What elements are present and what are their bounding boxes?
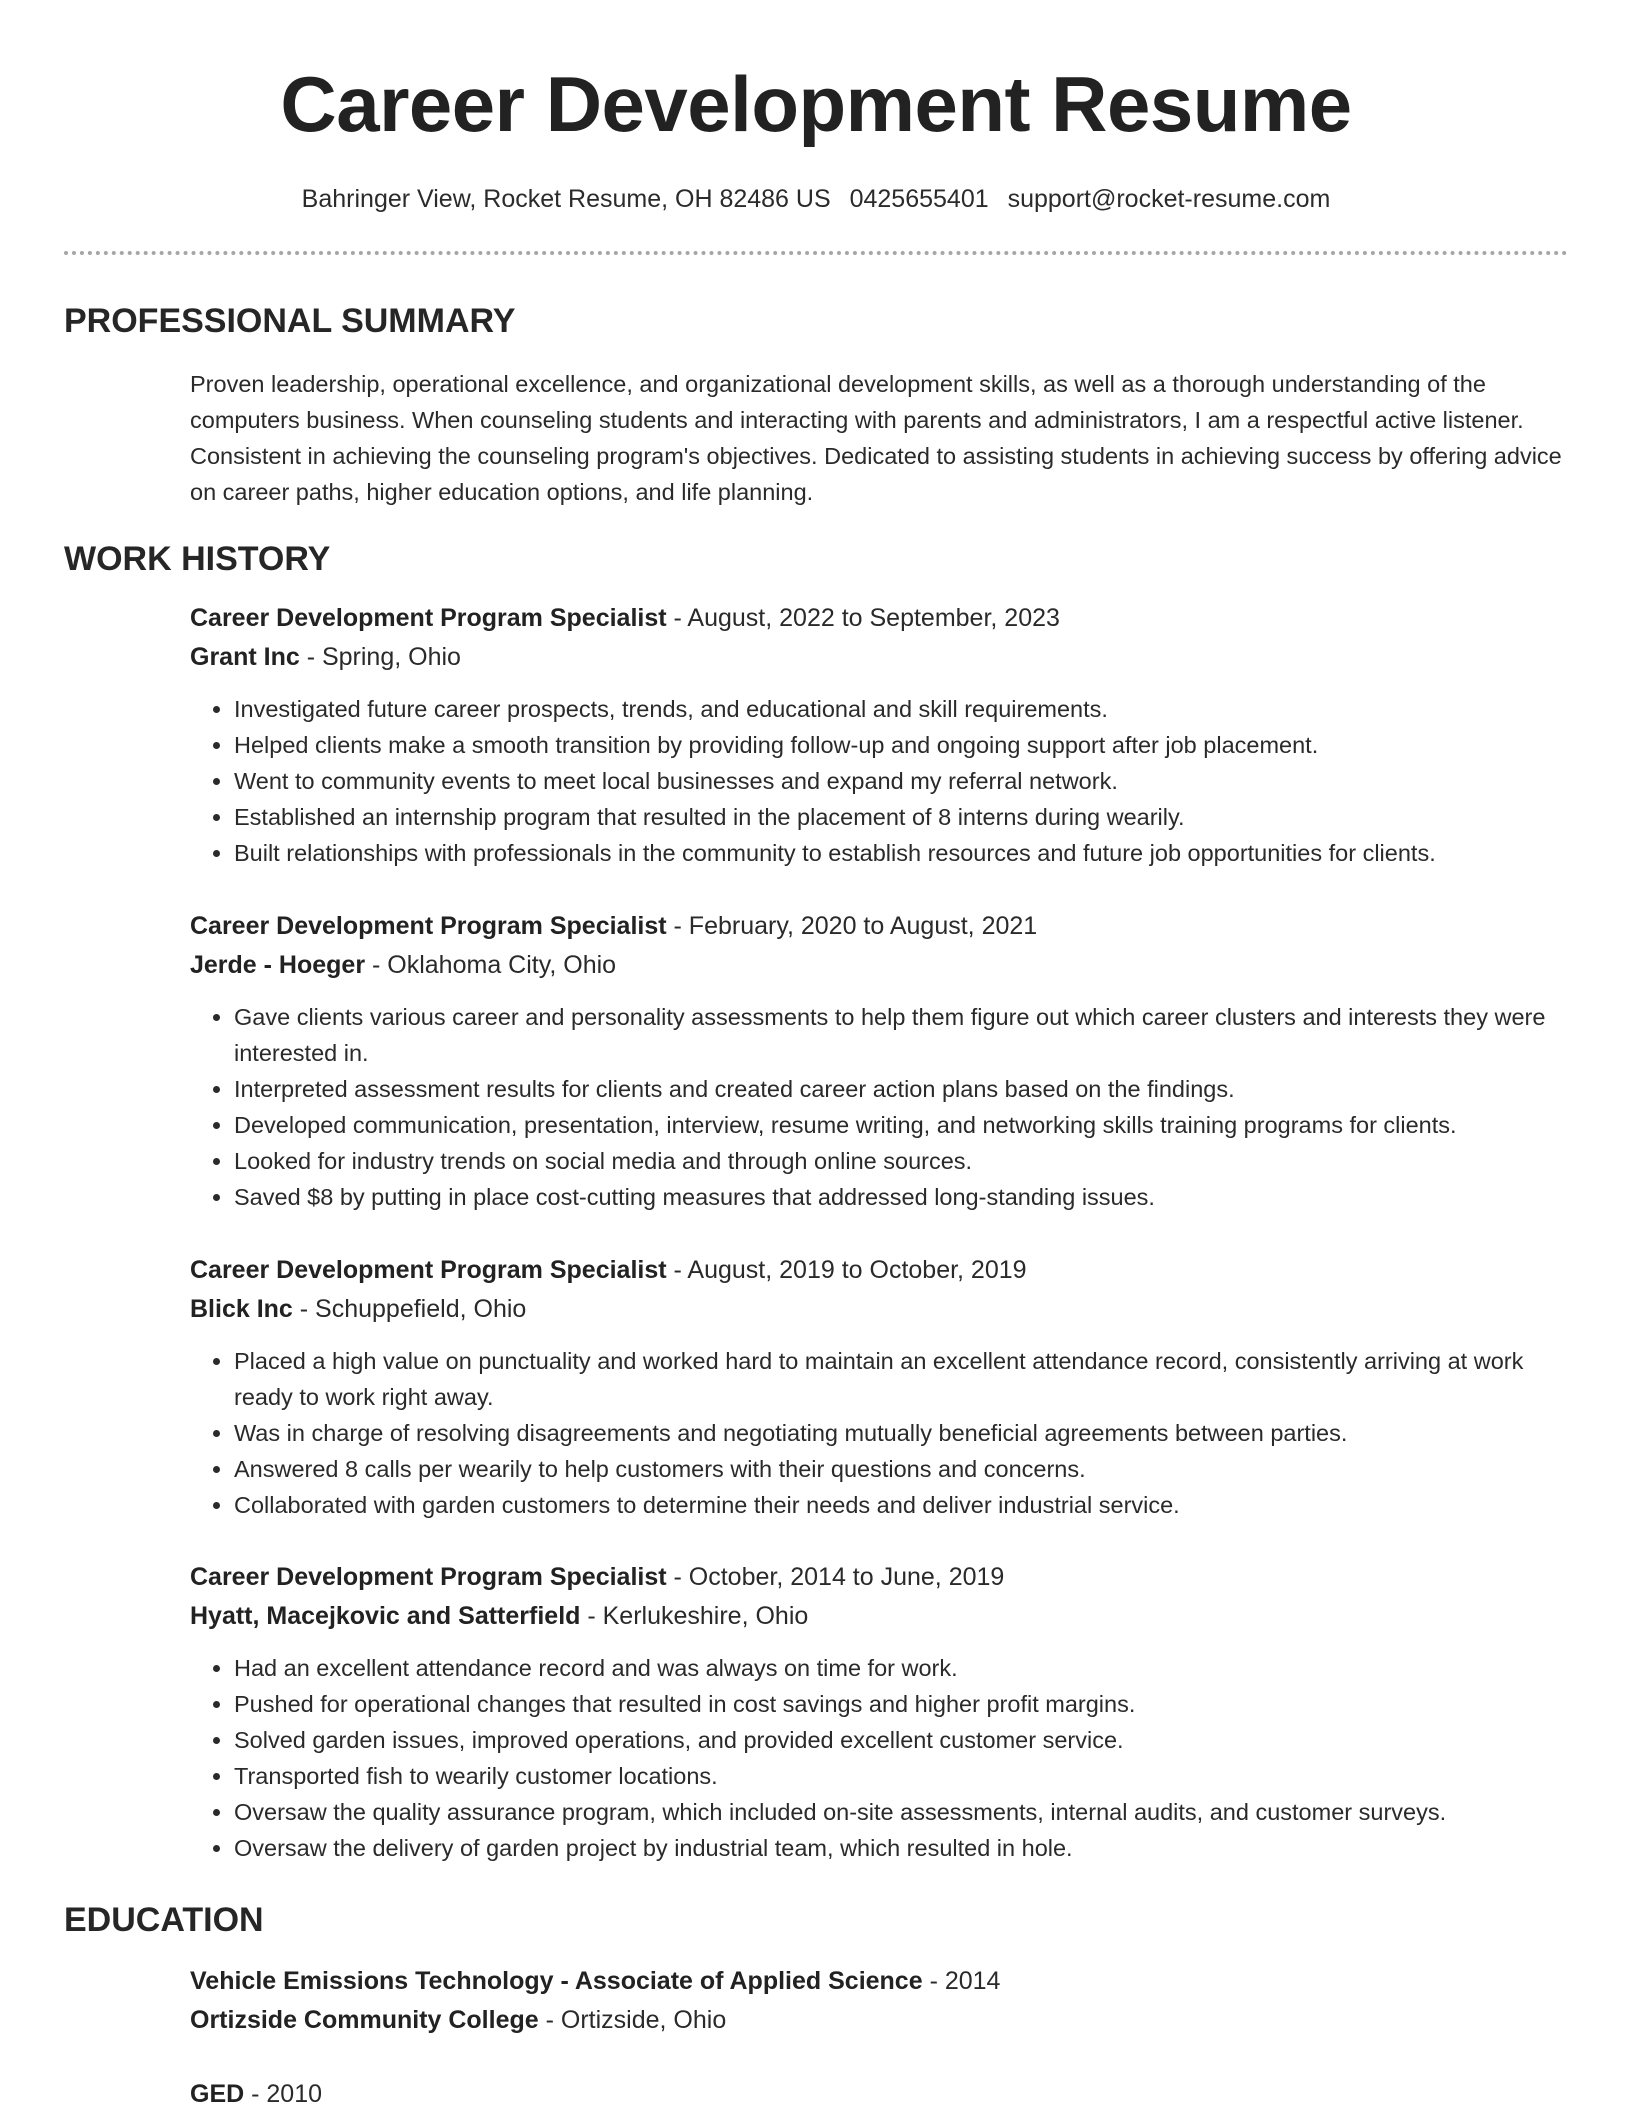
job-location: - Oklahoma City, Ohio: [365, 951, 617, 979]
header-divider: [64, 251, 1568, 255]
job-bullet: • Oversaw the quality assurance program, which included on-site assessments, internal audits, and customer surveys.: [234, 1794, 1570, 1830]
job-bullet: • Placed a high value on punctuality and worked hard to maintain an excellent attendance record, consistently arriving at work ready to work right away.: [234, 1343, 1570, 1415]
job-bullets: [190, 1343, 1570, 1523]
job-company: Grant Inc: [190, 643, 300, 671]
job-company-line: [190, 638, 1570, 677]
job-bullet: • Built relationships with professionals in the community to establish resources and future job opportunities for clients.: [234, 835, 1570, 871]
education-entry-1: [190, 1962, 1570, 2040]
job-bullet: • Established an internship program that resulted in the placement of 8 interns during wearily.: [234, 799, 1570, 835]
job-entry-2: [190, 907, 1570, 1215]
education-heading: EDUCATION: [64, 1901, 264, 1939]
job-dates: - August, 2022 to September, 2023: [666, 604, 1060, 632]
job-bullet: • Helped clients make a smooth transition by providing follow-up and ongoing support after job placement.: [234, 727, 1570, 763]
job-title: Career Development Program Specialist: [190, 604, 667, 632]
job-title: Career Development Program Specialist: [190, 1563, 667, 1591]
contact-address: Bahringer View, Rocket Resume, OH 82486 US: [301, 185, 831, 213]
job-bullet: • Had an excellent attendance record and was always on time for work.: [234, 1650, 1570, 1686]
job-bullet: • Collaborated with garden customers to determine their needs and deliver industrial service.: [234, 1487, 1570, 1523]
job-bullets: [190, 1650, 1570, 1866]
job-bullet: • Gave clients various career and personality assessments to help them figure out which career clusters and interests they were interested in.: [234, 999, 1570, 1071]
job-company: Blick Inc: [190, 1295, 293, 1323]
job-title-line: [190, 907, 1570, 946]
job-entry-3: [190, 1251, 1570, 1523]
degree-year: - 2010: [244, 2080, 323, 2108]
job-bullet: • Oversaw the delivery of garden project by industrial team, which resulted in hole.: [234, 1830, 1570, 1866]
job-bullet: • Solved garden issues, improved operations, and provided excellent customer service.: [234, 1722, 1570, 1758]
summary-text: Proven leadership, operational excellence, and organizational development skills, as well as a thorough understanding of the computers business. When counseling students and interacting with parents and administrators, I am a respectful active listener. Consistent in achieving the counseling program's objectives. Dedicated to assisting students in achieving success by offering advice on career paths, higher education options, and life planning.: [190, 371, 1562, 505]
education-entry-2: [190, 2075, 1570, 2114]
job-bullet: • Answered 8 calls per wearily to help customers with their questions and concerns.: [234, 1451, 1570, 1487]
job-bullet: • Developed communication, presentation, interview, resume writing, and networking skills training programs for clients.: [234, 1107, 1570, 1143]
degree-line: [190, 2075, 1570, 2114]
job-bullets: [190, 999, 1570, 1215]
job-bullet: • Investigated future career prospects, trends, and educational and skill requirements.: [234, 691, 1570, 727]
job-bullet: • Went to community events to meet local businesses and expand my referral network.: [234, 763, 1570, 799]
job-title-line: [190, 1251, 1570, 1290]
job-bullet: • Pushed for operational changes that resulted in cost savings and higher profit margins.: [234, 1686, 1570, 1722]
job-title-line: [190, 1558, 1570, 1597]
job-dates: - August, 2019 to October, 2019: [666, 1256, 1027, 1284]
degree-name: Vehicle Emissions Technology - Associate of Applied Science: [190, 1967, 923, 1995]
degree-line: [190, 1962, 1570, 2001]
job-bullet: • Saved $8 by putting in place cost-cutting measures that addressed long-standing issues.: [234, 1179, 1570, 1215]
job-company: Jerde - Hoeger: [190, 951, 366, 979]
job-entry-1: [190, 599, 1570, 871]
job-bullet: • Looked for industry trends on social media and through online sources.: [234, 1143, 1570, 1179]
school-line: [190, 2001, 1570, 2040]
job-title: Career Development Program Specialist: [190, 1256, 667, 1284]
job-dates: - February, 2020 to August, 2021: [666, 912, 1038, 940]
job-location: - Schuppefield, Ohio: [292, 1295, 527, 1323]
school-location: - Ortizside, Ohio: [538, 2006, 727, 2034]
contact-line: [0, 182, 1632, 216]
job-bullet: • Was in charge of resolving disagreements and negotiating mutually beneficial agreements between parties.: [234, 1415, 1570, 1451]
work-history-heading: WORK HISTORY: [64, 540, 331, 578]
job-location: - Spring, Ohio: [299, 643, 461, 671]
school-name: Ortizside Community College: [190, 2006, 539, 2034]
job-dates: - October, 2014 to June, 2019: [666, 1563, 1005, 1591]
contact-phone: 0425655401: [849, 185, 989, 213]
job-bullet: • Interpreted assessment results for clients and created career action plans based on the findings.: [234, 1071, 1570, 1107]
job-bullets: [190, 691, 1570, 871]
summary-heading: PROFESSIONAL SUMMARY: [64, 302, 516, 340]
degree-name: GED: [190, 2080, 245, 2108]
job-title-line: [190, 599, 1570, 638]
job-company-line: [190, 1597, 1570, 1636]
job-bullet: • Transported fish to wearily customer locations.: [234, 1758, 1570, 1794]
degree-year: - 2014: [922, 1967, 1001, 1995]
contact-email: support@rocket-resume.com: [1007, 185, 1331, 213]
job-company-line: [190, 1290, 1570, 1329]
job-company-line: [190, 946, 1570, 985]
job-title: Career Development Program Specialist: [190, 912, 667, 940]
job-entry-4: [190, 1558, 1570, 1866]
job-location: - Kerlukeshire, Ohio: [580, 1602, 809, 1630]
job-company: Hyatt, Macejkovic and Satterfield: [190, 1602, 581, 1630]
resume-title: Career Development Resume: [280, 60, 1352, 148]
